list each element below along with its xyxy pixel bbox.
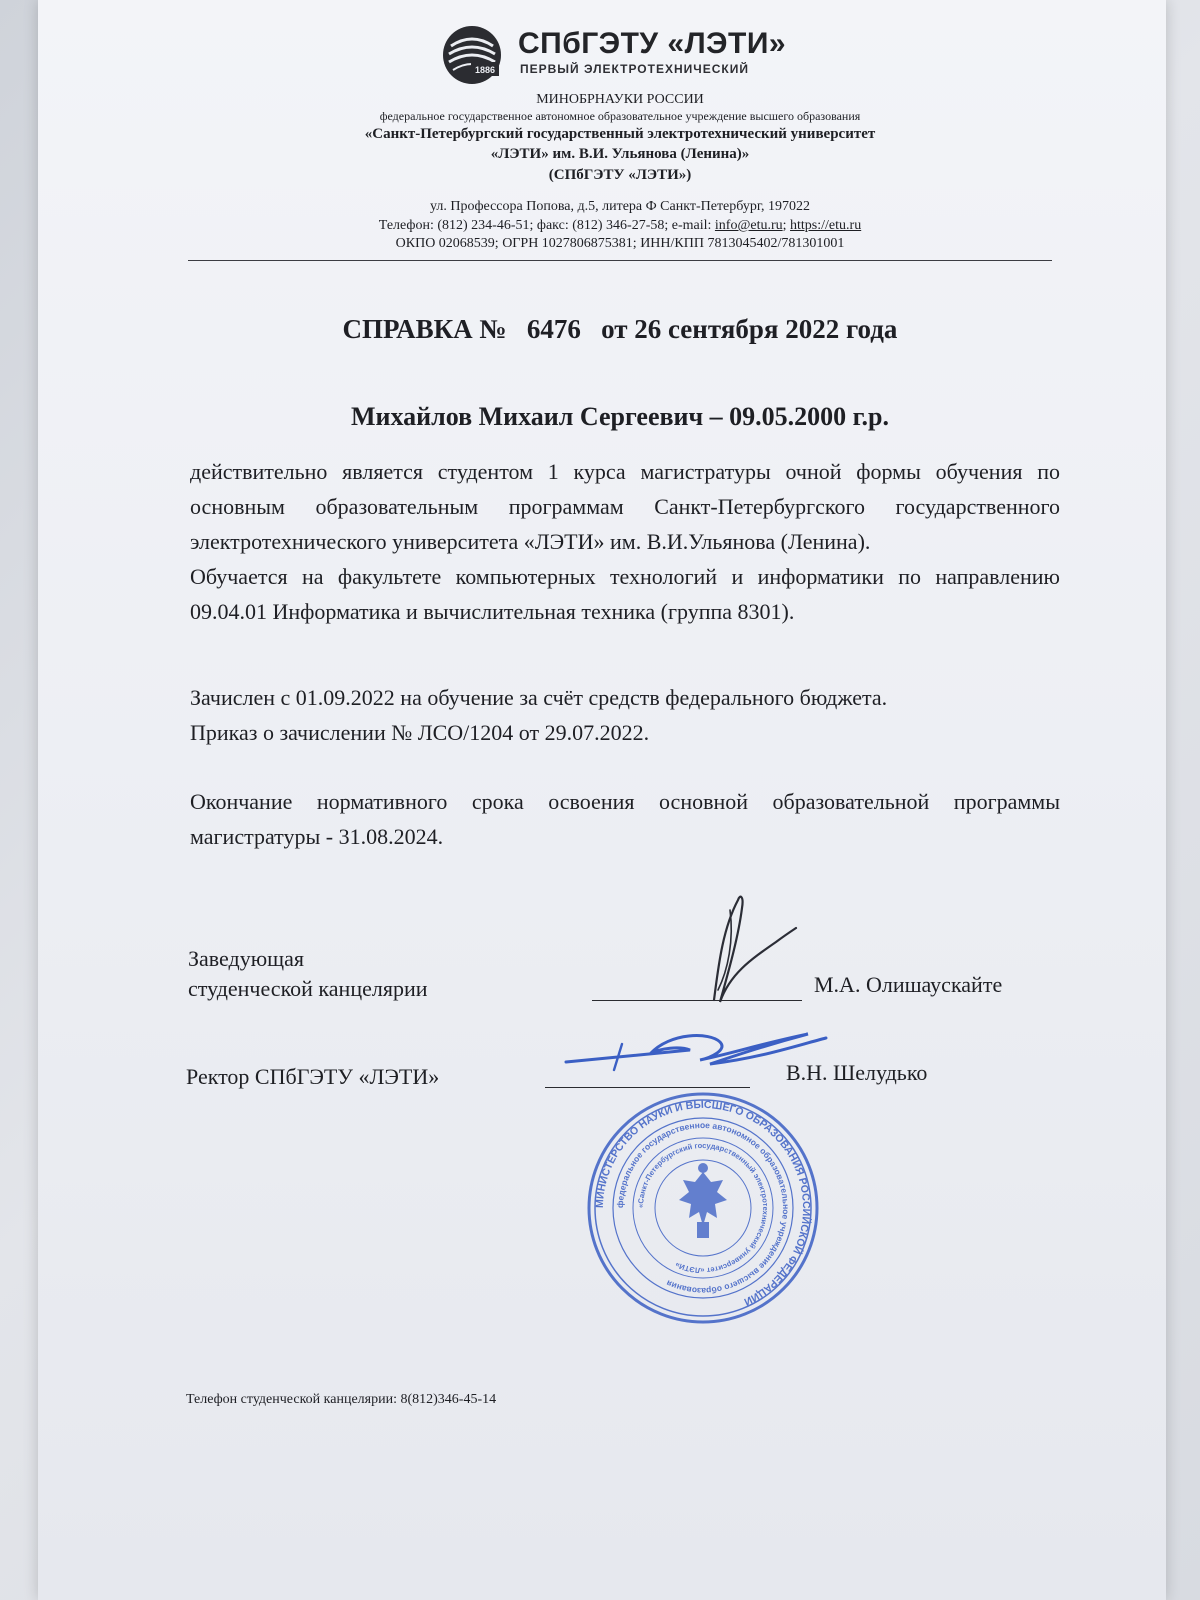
office-phone: Телефон студенческой канцелярии: 8(812)346-45-14 bbox=[186, 1392, 497, 1407]
svg-text:«Санкт-Петербургский государст: «Санкт-Петербургский государственный электротехнический университет «ЛЭТИ» bbox=[635, 1140, 771, 1276]
certificate-date: от 26 сентября 2022 года bbox=[601, 314, 898, 344]
header-divider bbox=[188, 260, 1052, 261]
body-section-3 bbox=[190, 784, 1060, 854]
logo-subtitle: ПЕРВЫЙ ЭЛЕКТРОТЕХНИЧЕСКИЙ bbox=[520, 62, 749, 76]
ministry-name: МИНОБРНАУКИ РОССИИ bbox=[536, 92, 704, 107]
body-section-2 bbox=[190, 680, 1060, 750]
office-title bbox=[188, 944, 428, 1004]
university-logo-icon bbox=[441, 24, 503, 86]
study-end-statement: Окончание нормативного срока освоения основной образовательной программы магистратуры - 31.08.2024. bbox=[190, 789, 1060, 849]
email-link[interactable]: info@etu.ru bbox=[714, 218, 783, 233]
website-link[interactable]: https://etu.ru bbox=[790, 218, 862, 233]
university-full-name-line1: «Санкт-Петербургский государственный электротехнический университет bbox=[364, 126, 876, 142]
office-title-line2: студенческой канцелярии bbox=[188, 976, 428, 1001]
logo-year: 1886 bbox=[474, 65, 496, 75]
body-section-1 bbox=[190, 454, 1060, 629]
svg-text:МИНИСТЕРСТВО НАУКИ И ВЫСШЕГО О: МИНИСТЕРСТВО НАУКИ И ВЫСШЕГО ОБРАЗОВАНИЯ РОССИЙСКОЙ ФЕДЕРАЦИИ bbox=[593, 1098, 813, 1308]
logo-university-name: СПбГЭТУ «ЛЭТИ» bbox=[518, 27, 787, 60]
certificate-title bbox=[160, 314, 1080, 345]
institution-type: федеральное государственное автономное образовательное учреждение высшего образования bbox=[379, 109, 861, 123]
svg-text:федеральное государственное ав: федеральное государственное автономное образовательное учреждение высшего образования bbox=[614, 1119, 792, 1297]
rector-signature-line bbox=[545, 1087, 750, 1088]
office-signer-name: М.А. Олишаускайте bbox=[814, 972, 1003, 997]
rector-title: Ректор СПбГЭТУ «ЛЭТИ» bbox=[186, 1064, 440, 1089]
official-seal-stamp bbox=[585, 1090, 821, 1326]
registration-codes: ОКПО 02068539; ОГРН 1027806875381; ИНН/КПП 7813045402/781301001 bbox=[395, 236, 845, 251]
contacts-phone-fax: Телефон: (812) 234-46-51; факс: (812) 346-27-58; e-mail: bbox=[378, 218, 715, 233]
order-statement: Приказ о зачислении № ЛСО/1204 от 29.07.2022. bbox=[190, 720, 650, 745]
office-title-line1: Заведующая bbox=[188, 946, 304, 971]
enrollment-statement: действительно является студентом 1 курса магистратуры очной формы обучения по основным образовательным программам Санкт-Петербургского государственного электротехнического университета «ЛЭТИ» им. В.И.Ульянова (Ленина). bbox=[190, 459, 1060, 554]
university-contacts bbox=[230, 218, 1010, 234]
funding-statement: Зачислен с 01.09.2022 на обучение за счёт средств федерального бюджета. bbox=[190, 685, 888, 710]
faculty-statement: Обучается на факультете компьютерных технологий и информатики по направлению 09.04.01 Информатика и вычислительная техника (группа 8301). bbox=[190, 564, 1060, 624]
contacts-separator: ; bbox=[782, 218, 791, 233]
university-full-name-line2: «ЛЭТИ» им. В.И. Ульянова (Ленина)» bbox=[490, 146, 750, 162]
university-abbreviation: (СПбГЭТУ «ЛЭТИ») bbox=[548, 167, 692, 183]
university-address: ул. Профессора Попова, д.5, литера Ф Санкт-Петербург, 197022 bbox=[429, 199, 811, 214]
student-name: Михайлов Михаил Сергеевич – 09.05.2000 г.р. bbox=[350, 402, 890, 431]
rector-signer-name: В.Н. Шелудько bbox=[786, 1060, 928, 1085]
office-handwritten-signature bbox=[700, 890, 800, 1010]
certificate-label: СПРАВКА № bbox=[342, 314, 507, 344]
rector-handwritten-signature bbox=[560, 1024, 830, 1074]
certificate-number: 6476 bbox=[526, 314, 581, 344]
